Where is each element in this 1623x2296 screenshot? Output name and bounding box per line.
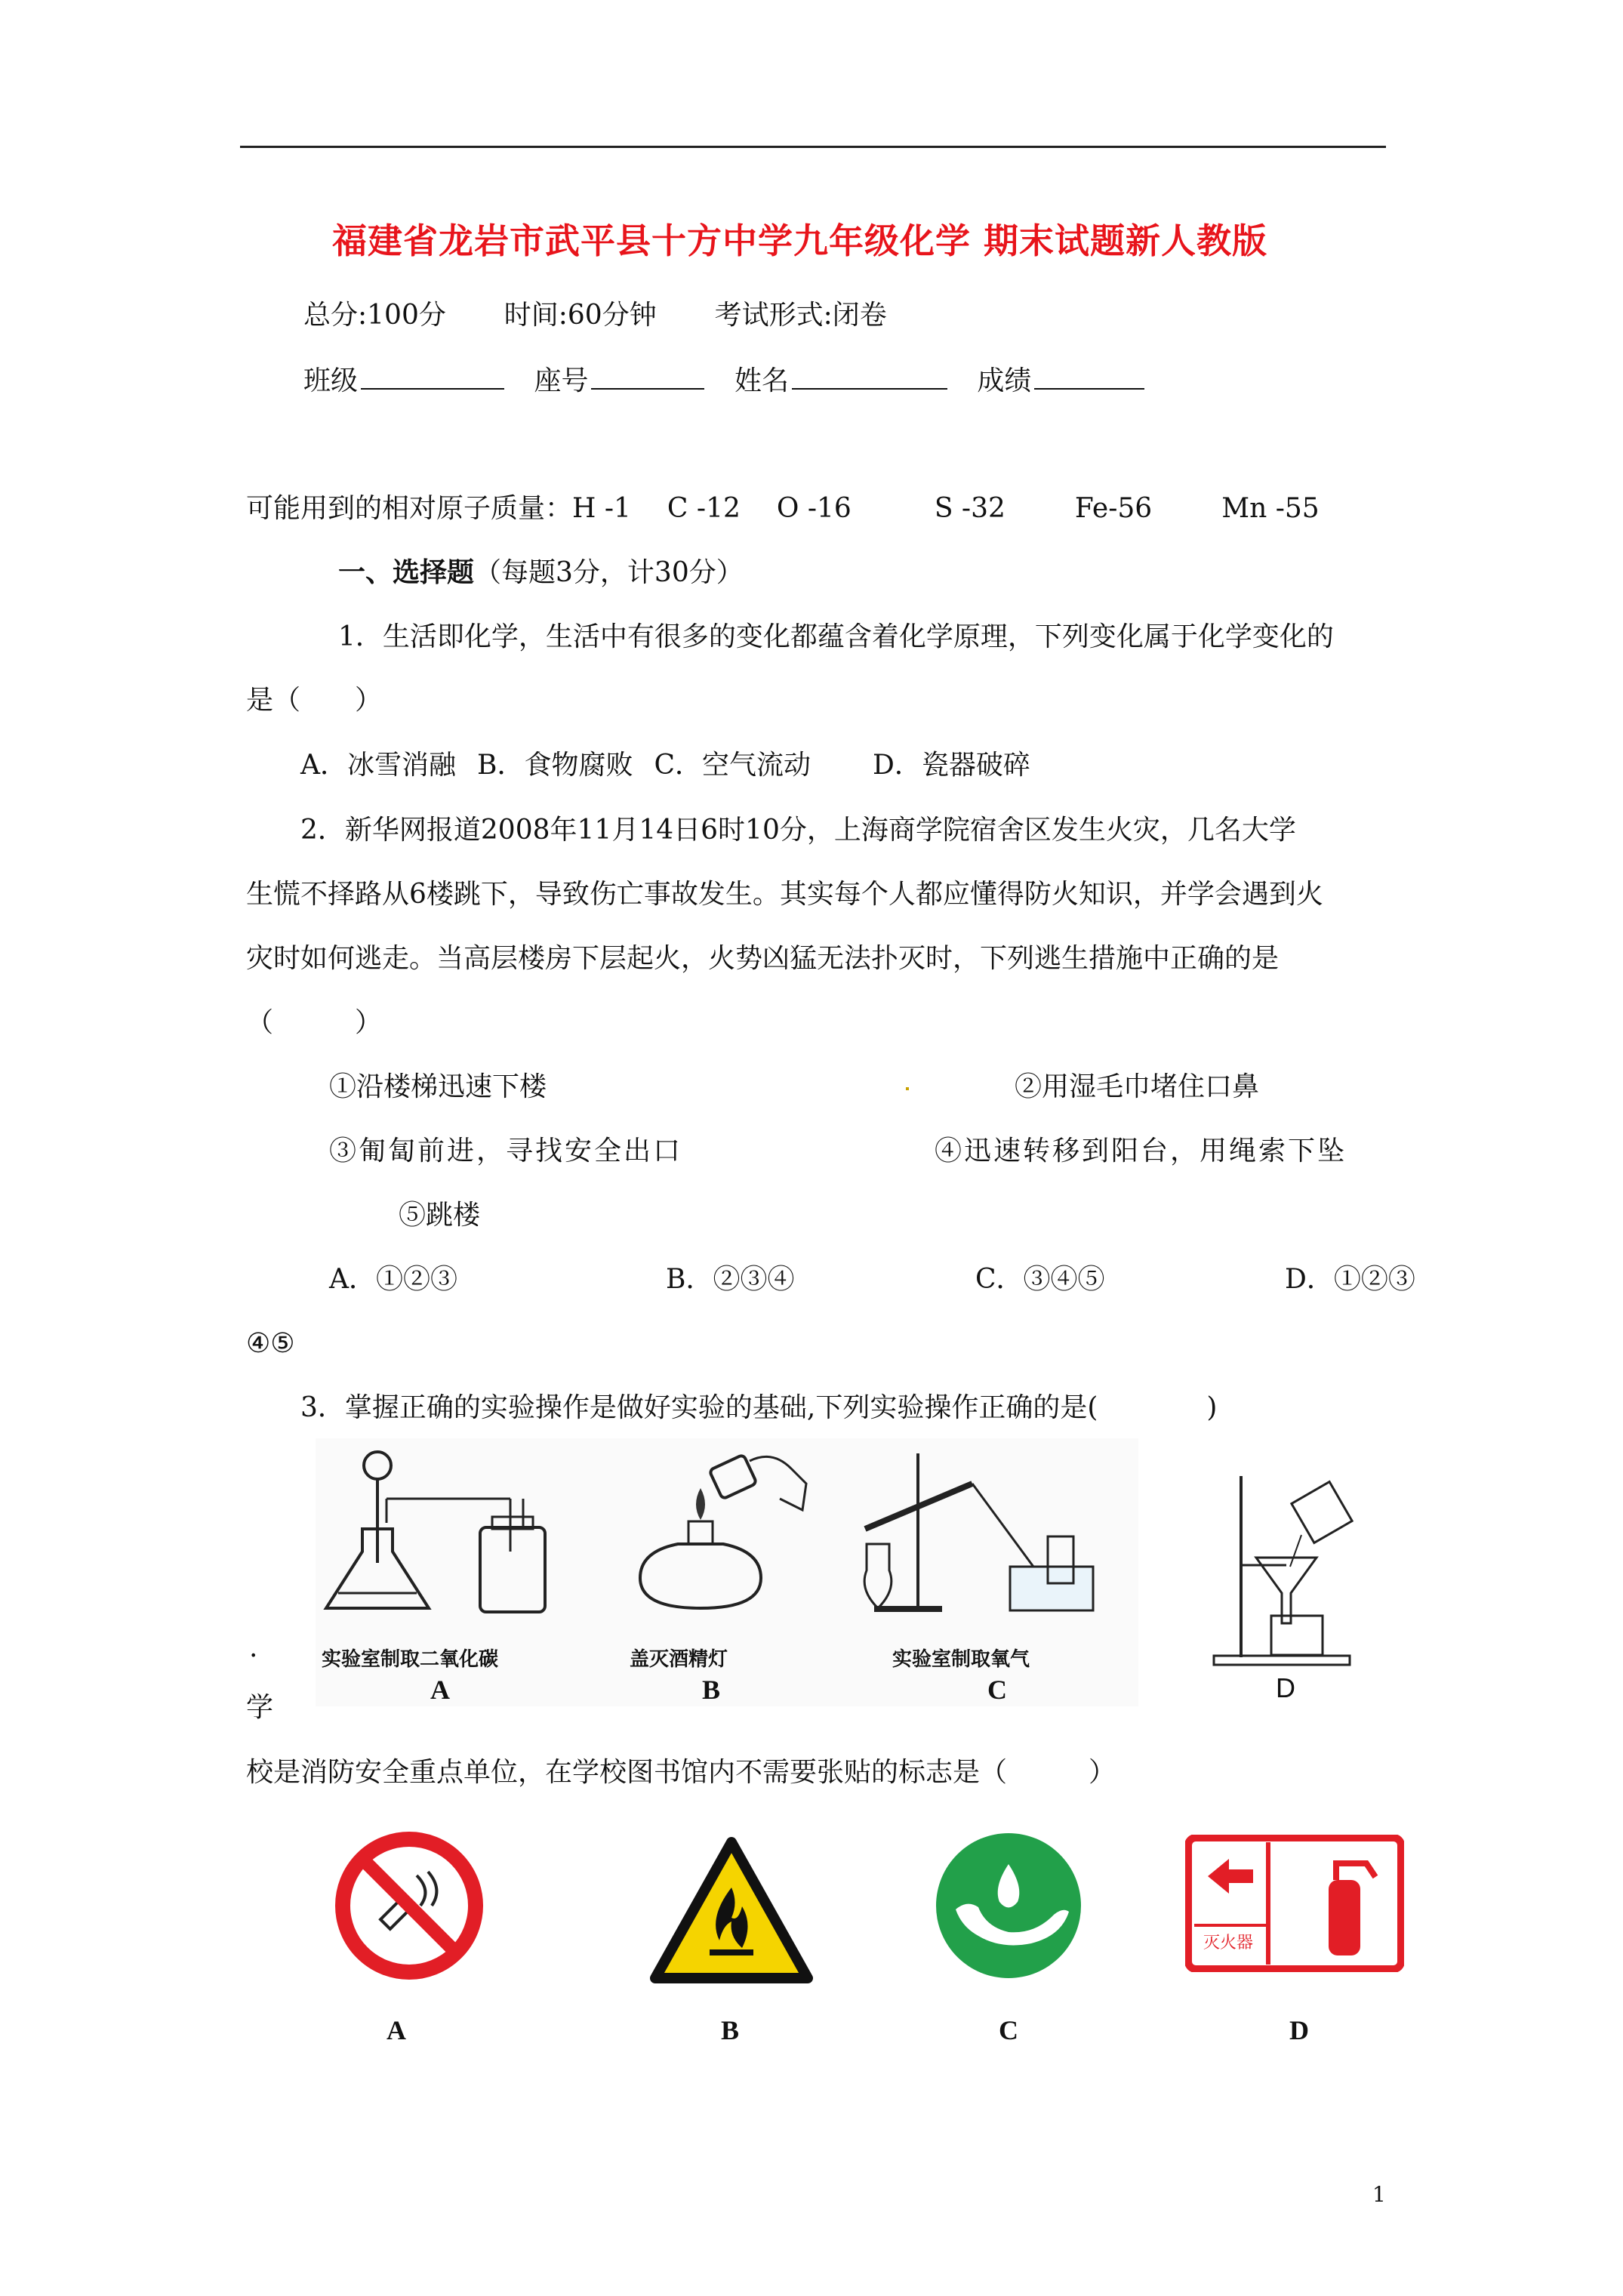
mass-o: O -16 [776,493,852,524]
q3-caption-c: 实验室制取氧气 [892,1648,1030,1671]
q1-stem-line1: 1．生活即化学，生活中有很多的变化都蕴含着化学原理，下列变化属于化学变化的 [338,621,1334,652]
field-seat-label: 座号 [534,365,589,396]
student-fields [303,362,1166,398]
stray-dot [906,1087,909,1090]
q1-options [300,749,1030,782]
stray-period: · [249,1641,258,1672]
field-score-blank[interactable] [1034,362,1144,390]
q2-measure-3: ③匍匐前进，寻找安全出口 [329,1136,683,1166]
q4-letter-d[interactable]: D [1289,2015,1309,2045]
mass-c: C -12 [667,493,741,524]
q1-option-c[interactable]: C．空气流动 [654,750,812,781]
atomic-masses-label: 可能用到的相对原子质量： [246,493,573,524]
q2-option-d-cont: ④⑤ [246,1328,295,1359]
q4-letter-a[interactable]: A [387,2015,406,2045]
q2-line1: 2．新华网报道2008年11月14日6时10分，上海商学院宿舍区发生火灾，几名大学 [300,815,1296,846]
q1-option-d[interactable]: D．瓷器破碎 [873,750,1030,781]
q2-measure-1: ①沿楼梯迅速下楼 [329,1071,547,1102]
section-note: （每题3分，计30分） [474,557,744,588]
q1-stem-line2: 是（ ） [246,685,383,716]
field-seat-blank[interactable] [591,362,704,390]
page-title: 福建省龙岩市武平县十方中学九年级化学 期末试题新人教版 [332,220,1268,261]
water-saving-icon [933,1830,1084,1981]
meta-form: 考试形式:闭卷 [714,300,887,331]
page-number: 1 [1372,2182,1386,2207]
section-heading [338,556,744,590]
section-title: 一、选择题 [338,556,475,588]
q3-caption-b: 盖灭酒精灯 [630,1648,728,1671]
q2-option-d[interactable]: D．①②③ [1285,1264,1415,1295]
q3-stem: 3．掌握正确的实验操作是做好实验的基础,下列实验操作正确的是( ) [300,1392,1218,1423]
q3-figure-strip [316,1438,1138,1706]
q2-option-a[interactable]: A．①②③ [329,1264,457,1295]
q1-option-b[interactable]: B．食物腐败 [477,750,633,781]
q3-letter-c[interactable]: C [987,1675,1007,1705]
q4-letter-b[interactable]: B [721,2015,740,2045]
q3-letter-d[interactable]: D [1276,1672,1295,1703]
flammable-warning-icon [648,1835,815,1986]
meta-time: 时间:60分钟 [504,300,657,331]
extinguisher-sign-label: 灭火器 [1203,1934,1254,1952]
field-class-label: 班级 [303,365,359,396]
mass-fe: Fe-56 [1074,493,1153,524]
header-rule [240,146,1386,148]
field-name-label: 姓名 [734,365,789,396]
meta-total: 总分:100分 [303,300,446,331]
q2-line3: 灾时如何逃走。当高层楼房下层起火，火势凶猛无法扑灭时，下列逃生措施中正确的是 [246,943,1280,974]
alcohol-lamp-figure [610,1438,814,1635]
exam-meta [303,299,887,332]
q4-prefix: 学 [246,1692,274,1723]
q3-letter-b[interactable]: B [702,1675,721,1705]
q2-measure-4: ④迅速转移到阳台，用绳索下坠 [935,1136,1347,1166]
q3-caption-a: 实验室制取二氧化碳 [322,1648,499,1671]
mass-s: S -32 [934,493,1006,524]
q2-measure-5: ⑤跳楼 [399,1200,481,1231]
mass-mn: Mn -55 [1221,493,1320,524]
q4-letter-c[interactable]: C [999,2015,1018,2045]
fire-extinguisher-sign-icon [1185,1835,1404,1972]
q3-letter-a[interactable]: A [430,1675,450,1705]
co2-apparatus-figure [316,1438,565,1635]
q2-option-c[interactable]: C．③④⑤ [975,1264,1105,1295]
filtration-figure [1211,1469,1362,1672]
field-score-label: 成绩 [977,365,1032,396]
q4-stem: 校是消防安全重点单位，在学校图书馆内不需要张贴的标志是（ ） [246,1757,1116,1788]
q2-line4: （ ） [246,1007,383,1038]
field-name-blank[interactable] [792,362,947,390]
q2-line2: 生慌不择路从6楼跳下，导致伤亡事故发生。其实每个人都应懂得防火知识，并学会遇到火 [246,879,1323,910]
field-class-blank[interactable] [361,362,504,390]
mass-h: H -1 [572,493,631,524]
atomic-masses [246,492,1320,525]
q2-option-b[interactable]: B．②③④ [666,1264,795,1295]
no-smoking-icon [334,1830,485,1981]
q2-measure-2: ②用湿毛巾堵住口鼻 [1015,1071,1260,1102]
oxygen-apparatus-figure [844,1438,1101,1635]
q1-option-a[interactable]: A．冰雪消融 [300,750,456,781]
